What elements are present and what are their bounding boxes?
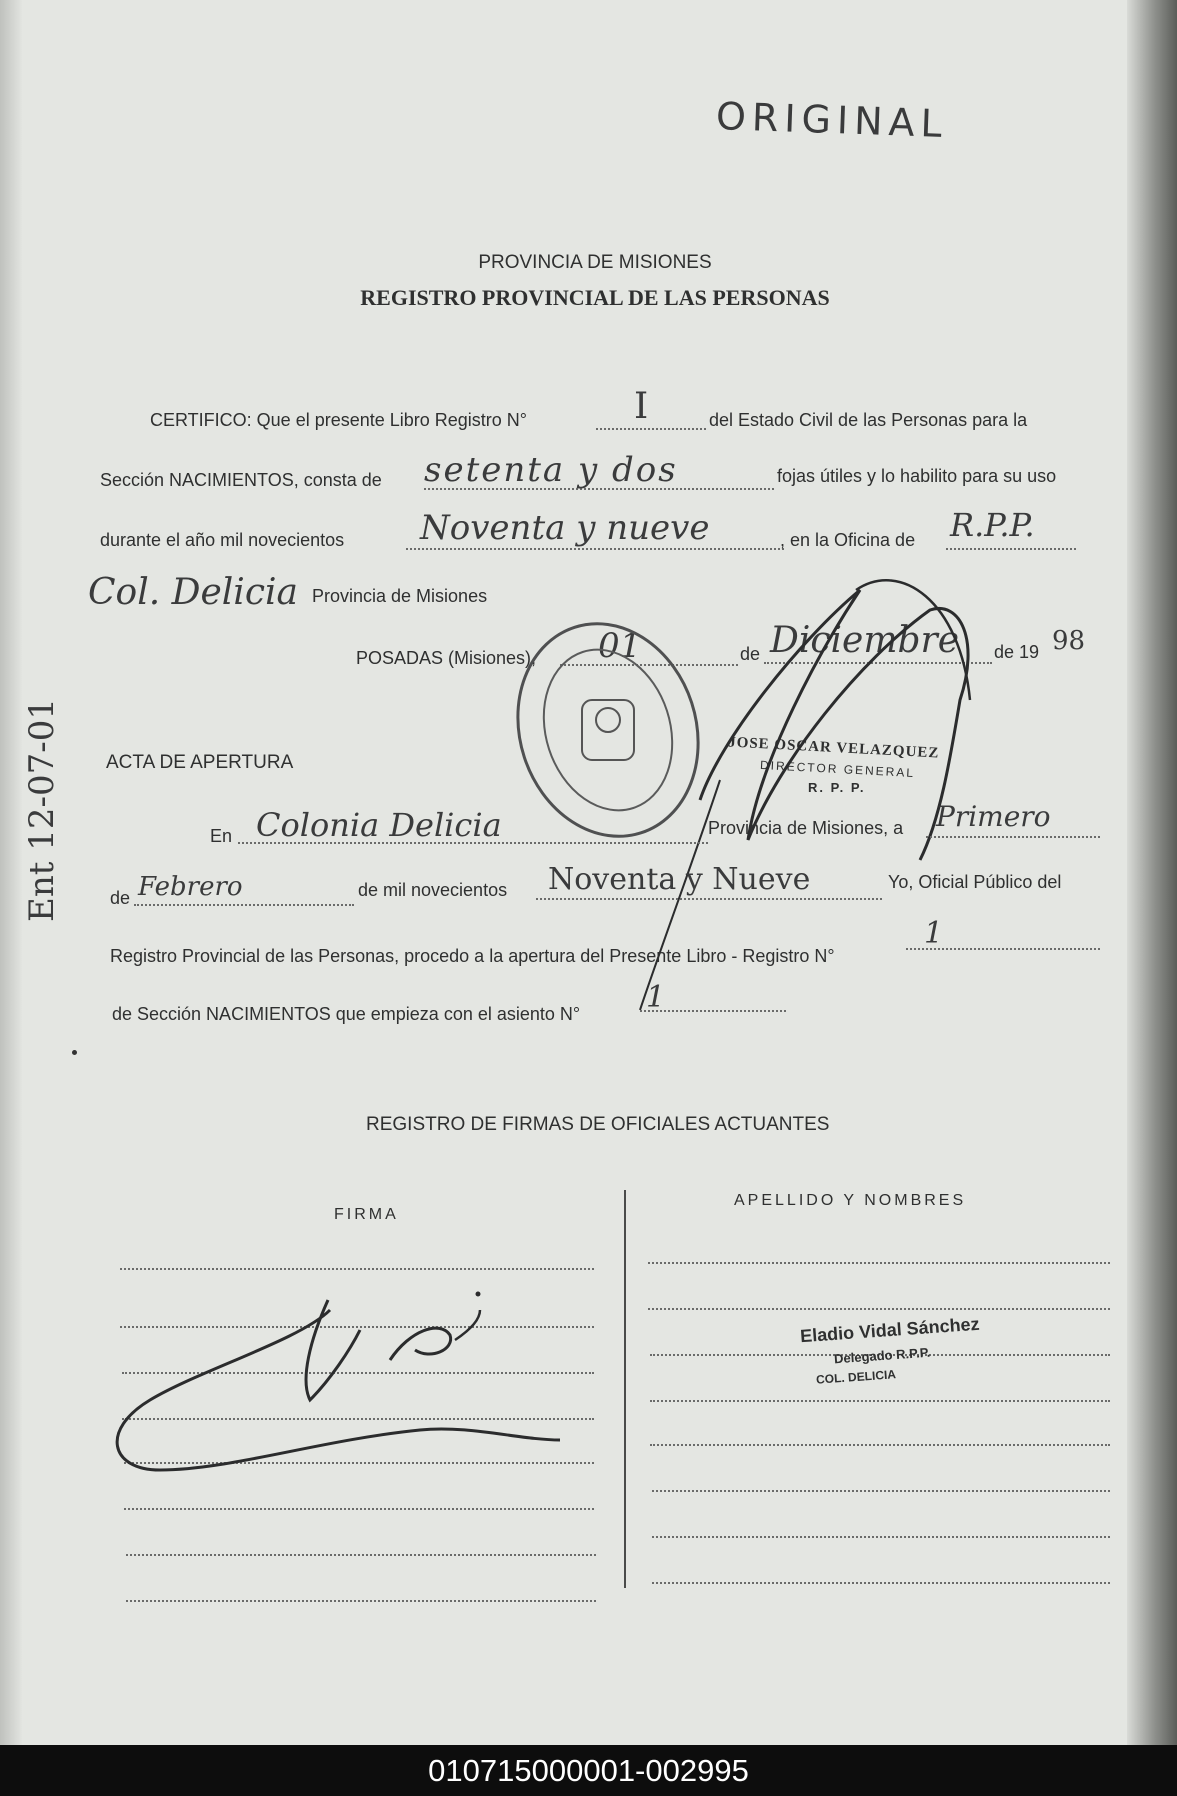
cert-line2-prefix: Sección NACIMIENTOS, consta de — [100, 470, 382, 490]
acta-oficial-text: Yo, Oficial Público del — [888, 872, 1062, 892]
acta-anio-value: Noventa y Nueve — [548, 862, 811, 897]
oficina-value: R.P.P. — [950, 506, 1035, 544]
anio-prefix-label: de 19 — [994, 642, 1040, 662]
acta-dia-value: Primero — [936, 800, 1051, 833]
acta-de-label: de — [110, 888, 131, 908]
date-de-label: de — [740, 644, 761, 664]
margin-note: Ent 12-07-01 — [21, 698, 62, 922]
anio-palabras-value: Noventa y nueve — [420, 508, 710, 548]
col-apellido-header: APELLIDO Y NOMBRES — [734, 1192, 967, 1209]
officer-title: Delegado R.P.P. — [833, 1344, 931, 1367]
cert-line4-suffix: Provincia de Misiones — [312, 586, 488, 606]
acta-registro-value: 1 — [924, 916, 944, 951]
original-mark: ORIGINAL — [715, 93, 949, 147]
fojas-value: setenta y dos — [424, 450, 678, 490]
stamp-title: DIRECTOR GENERAL — [759, 757, 916, 781]
acta-en-label: En — [210, 826, 233, 846]
cert-line1-suffix: del Estado Civil de las Personas para la — [709, 410, 1028, 430]
cert-line2-suffix: fojas útiles y lo habilito para su uso — [777, 466, 1057, 486]
acta-provincia-text: Provincia de Misiones, a — [708, 818, 904, 838]
col-firma-header: FIRMA — [334, 1206, 399, 1223]
binding-edge — [1127, 0, 1177, 1745]
acta-mes-value: Febrero — [138, 872, 243, 902]
localidad-value: Col. Delicia — [88, 572, 298, 613]
mes-value: Diciembre — [770, 620, 960, 661]
acta-line4-text: de Sección NACIMIENTOS que empieza con el asiento N° — [112, 1004, 581, 1024]
dia-value: 01 — [598, 626, 642, 666]
officer-place: COL. DELICIA — [815, 1367, 897, 1387]
registry-heading: REGISTRO PROVINCIAL DE LAS PERSONAS — [360, 285, 830, 310]
acta-heading: ACTA DE APERTURA — [106, 752, 294, 773]
stamp-org: R. P. P. — [808, 780, 866, 795]
libro-numero-value: I — [634, 386, 649, 427]
cert-line3-mid: , en la Oficina de — [780, 530, 916, 550]
stamp-name: JOSE OSCAR VELAZQUEZ — [727, 734, 940, 762]
city-label: POSADAS (Misiones), — [356, 648, 537, 668]
cert-line3-prefix: durante el año mil novecientos — [100, 530, 345, 550]
acta-asiento-value: 1 — [646, 980, 666, 1015]
signatures-heading: REGISTRO DE FIRMAS DE OFICIALES ACTUANTES — [366, 1114, 830, 1135]
cert-line1-prefix: CERTIFICO: Que el presente Libro Registro N° — [150, 410, 528, 430]
document-code: 010715000001-002995 — [0, 1745, 1177, 1796]
acta-lugar-value: Colonia Delicia — [256, 806, 502, 844]
province-heading: PROVINCIA DE MISIONES — [478, 252, 712, 273]
acta-line3-text: Registro Provincial de las Personas, procedo a la apertura del Presente Libro - Registro N° — [110, 946, 835, 966]
officer-name: Eladio Vidal Sánchez — [799, 1313, 981, 1347]
anio-digits-value: 98 — [1052, 626, 1086, 656]
acta-mil-text: de mil novecientos — [358, 880, 508, 900]
